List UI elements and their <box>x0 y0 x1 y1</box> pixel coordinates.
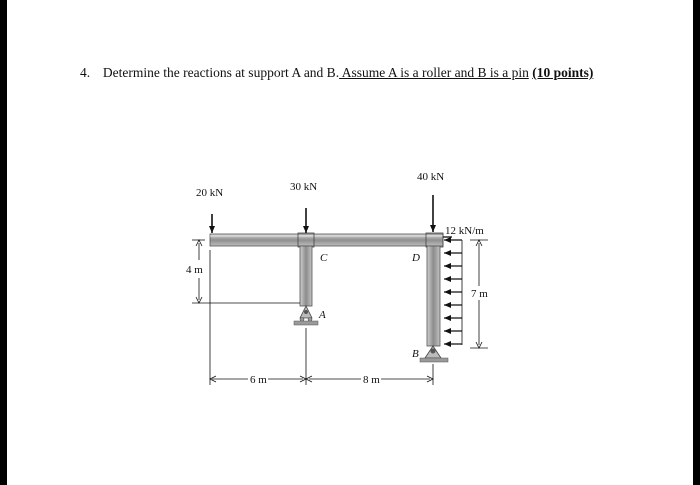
dim-4m <box>192 240 300 303</box>
label-point-c: C <box>320 252 328 264</box>
question-points: (10 points) <box>532 65 594 80</box>
column-ca <box>300 246 312 306</box>
label-12kn-per-m: 12 kN/m <box>445 225 484 237</box>
label-point-d: D <box>412 252 420 264</box>
question-assumption: Assume A is a roller and B is a pin <box>339 65 529 80</box>
column-db <box>427 246 440 346</box>
label-20kn: 20 kN <box>196 187 224 199</box>
label-6m: 6 m <box>250 374 267 386</box>
label-30kn: 30 kN <box>290 181 318 193</box>
distributed-load-arrows <box>443 237 462 345</box>
label-8m: 8 m <box>363 374 380 386</box>
label-point-b: B <box>412 348 419 360</box>
label-4m: 4 m <box>186 264 203 276</box>
label-7m: 7 m <box>471 288 488 300</box>
support-b-pin <box>420 346 448 362</box>
question-body: Determine the reactions at support A and B. <box>102 65 340 80</box>
support-a-roller <box>294 306 318 325</box>
label-point-a: A <box>319 309 326 321</box>
label-40kn: 40 kN <box>417 171 445 183</box>
question-number: 4. <box>80 65 91 80</box>
